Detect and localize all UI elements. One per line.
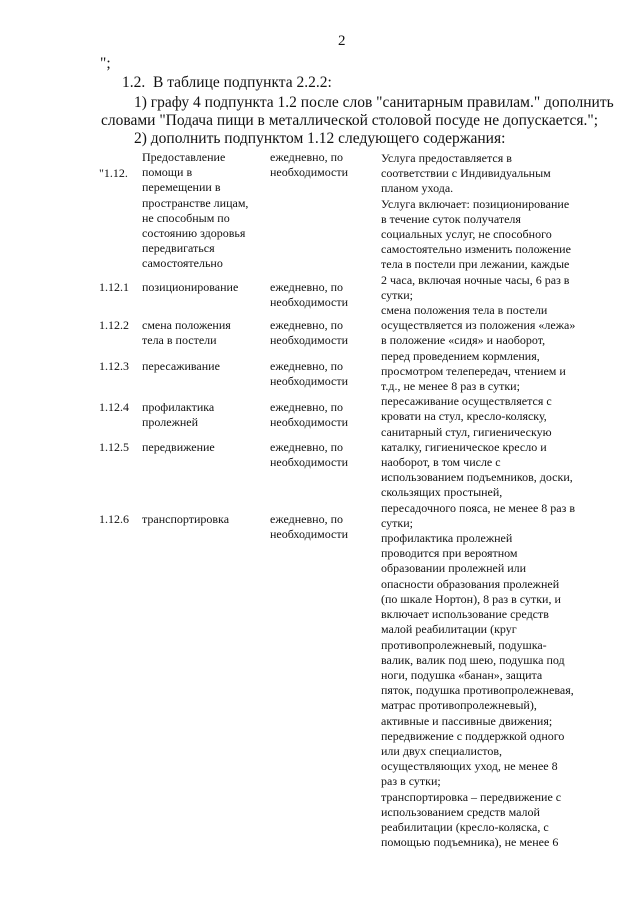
page-number: 2 xyxy=(338,33,346,49)
row-1-12-2-number: 1.12.2 xyxy=(99,318,129,332)
row-1-12-name: Предоставление помощи в перемещении в пространстве лицам, не способным по состоянию здоровья передвигаться самостоятельно xyxy=(142,150,249,271)
row-1-12-3-frequency: ежедневно, по необходимости xyxy=(270,359,349,389)
row-1-12-2-frequency: ежедневно, по необходимости xyxy=(270,318,349,348)
row-1-12-1-name: позиционирование xyxy=(142,280,239,294)
row-1-12-4-name: профилактика пролежней xyxy=(142,400,215,430)
row-1-12-1-frequency: ежедневно, по необходимости xyxy=(270,280,349,310)
item-1-2-heading: 1.2. В таблице подпункта 2.2.2: xyxy=(122,74,332,91)
row-1-12-5-number: 1.12.5 xyxy=(99,440,129,454)
row-1-12-5-frequency: ежедневно, по необходимости xyxy=(270,440,349,470)
row-1-12-5-name: передвижение xyxy=(142,440,215,454)
row-1-12-1-number: 1.12.1 xyxy=(99,280,129,294)
row-1-12-2-name: смена положения тела в постели xyxy=(142,318,231,348)
row-1-12-6-frequency: ежедневно, по необходимости xyxy=(270,512,349,542)
row-1-12-frequency: ежедневно, по необходимости xyxy=(270,150,349,180)
row-1-12-3-number: 1.12.3 xyxy=(99,359,129,373)
row-1-12-6-number: 1.12.6 xyxy=(99,512,129,526)
row-1-12-3-name: пересаживание xyxy=(142,359,220,373)
row-1-12-4-frequency: ежедневно, по необходимости xyxy=(270,400,349,430)
subitem-2: 2) дополнить подпунктом 1.12 следующего содержания: xyxy=(134,130,506,147)
row-1-12-6-name: транспортировка xyxy=(142,512,230,526)
subitem-1-line-2: словами "Подача пищи в металлической столовой посуде не допускается."; xyxy=(101,112,599,129)
row-1-12-number: "1.12. xyxy=(99,166,128,180)
quote-close: "; xyxy=(100,55,111,72)
service-description: Услуга предоставляется в соответствии с Индивидуальным планом ухода. Услуга включает: позиционирование в течение суток получателя социальных услуг, не способного самостоятельно изменить положение тела в постели при лежании, каждые 2 часа, включая ночные часы, 6 раз в сутки; смена положения тела в постели осуществляется из положения «лежа» в положение «сидя» и наоборот, перед проведением кормления, просмотром телепередач, чтением и т.д., не менее 8 раз в сутки; пересаживание осуществляется с кровати на стул, кресло-коляску, санитарный стул, гигиеническую каталку, гигиеническое кресло и наоборот, в том числе с использованием подъемников, доски, скользящих простыней, пересадочного пояса, не менее 8 раз в сутки; профилактика пролежней проводится при вероятном образовании пролежней или опасности образования пролежней (по шкале Нортон), 8 раз в сутки, и включает использование средств малой реабилитации (круг противопролежневый, подушка- валик, валик под шею, подушка под ноги, подушка «банан», защита пяток, подушка противопролежневая, матрас противопролежневый), активные и пассивные движения; передвижение с поддержкой одного или двух специалистов, осуществляющих уход, не менее 8 раз в сутки; транспортировка – передвижение с использованием средств малой реабилитации (кресло-коляска, с помощью подъемника), не менее 6 xyxy=(381,151,576,850)
subitem-1-line-1: 1) графу 4 подпункта 1.2 после слов "санитарным правилам." дополнить xyxy=(134,94,614,111)
row-1-12-4-number: 1.12.4 xyxy=(99,400,129,414)
